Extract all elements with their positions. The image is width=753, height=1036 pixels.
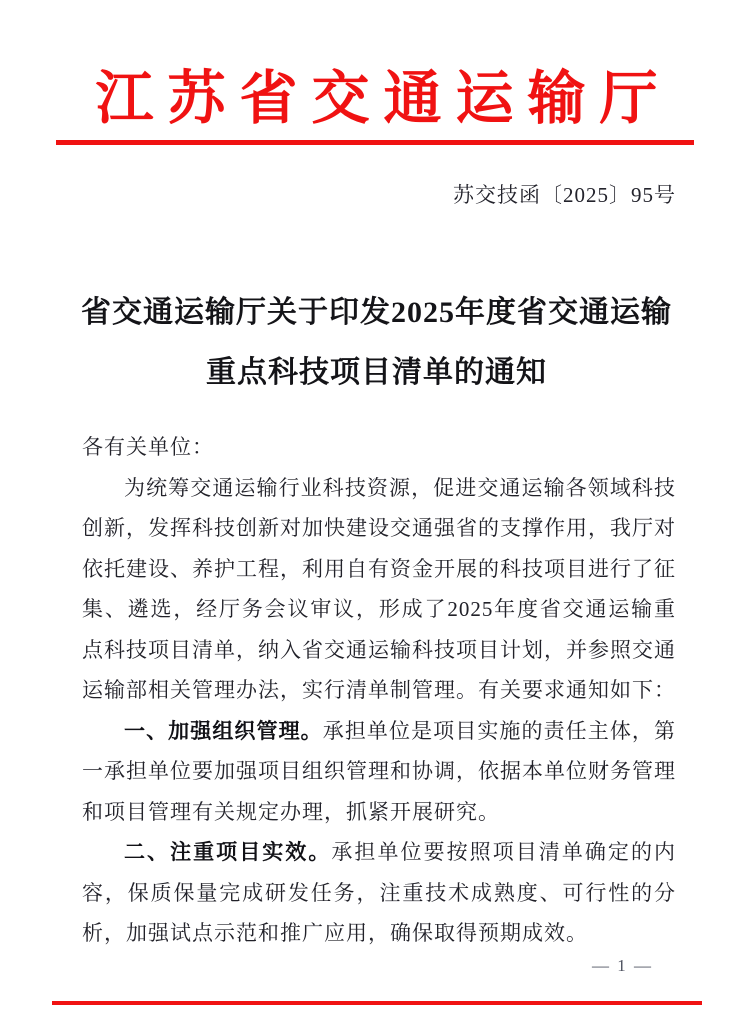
paragraph-item-1-text: 承担单位是项目实施的责任主体，第一承担单位要加强项目组织管理和协调，依据本单位财务管理和项目管理有关规定办理，抓紧开展研究。	[82, 718, 676, 824]
footer-rule	[52, 1001, 702, 1005]
document-body	[82, 427, 676, 954]
page-number: — 1 —	[592, 956, 653, 975]
document-title	[0, 283, 753, 403]
document-number: 苏交技函〔2025〕95号	[453, 183, 676, 207]
paragraph-intro-text: 为统筹交通运输行业科技资源，促进交通运输各领域科技创新，发挥科技创新对加快建设交通强省的支撑作用，我厅对依托建设、养护工程，利用自有资金开展的科技项目进行了征集、遴选，经厅务会议审议，形成了2025年度省交通运输重点科技项目清单，纳入省交通运输科技项目计划，并参照交通运输部相关管理办法，实行清单制管理。有关要求通知如下：	[82, 475, 676, 702]
paragraph-item-2-heading: 二、注重项目实效。	[124, 840, 332, 864]
agency-name: 江苏省交通运输厅	[95, 66, 672, 131]
paragraph-intro	[82, 468, 676, 711]
document-title-line-2: 重点科技项目清单的通知	[206, 356, 547, 389]
salutation: 各有关单位：	[82, 435, 214, 459]
letterhead-divider-rule	[56, 140, 694, 145]
paragraph-item-1-heading: 一、加强组织管理。	[124, 718, 323, 743]
paragraph-item-2-text: 承担单位要按照项目清单确定的内容，保质保量完成研发任务，注重技术成熟度、可行性的分析，加强试点示范和推广应用，确保取得预期成效。	[82, 840, 676, 945]
document-title-line-1: 省交通运输厅关于印发2025年度省交通运输	[81, 296, 672, 329]
paragraph-item-1	[82, 711, 676, 833]
paragraph-item-2	[82, 832, 676, 954]
